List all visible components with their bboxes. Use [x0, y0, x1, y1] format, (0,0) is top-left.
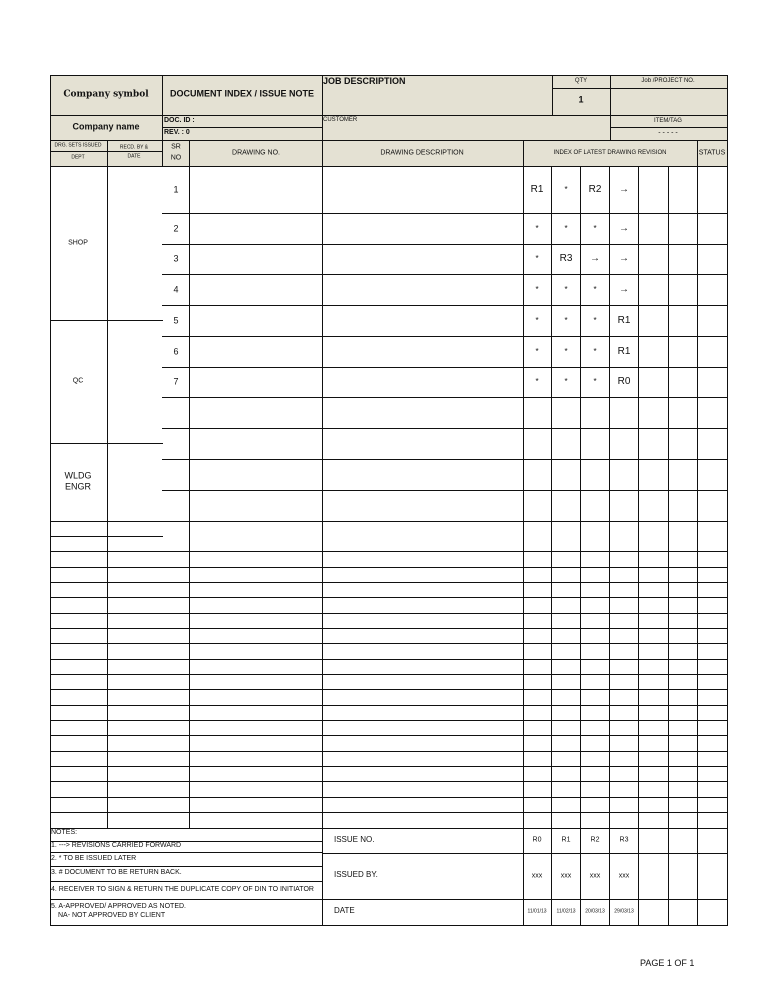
grid-line [162, 781, 728, 782]
grid-line [162, 367, 728, 368]
note-2: 2. * TO BE ISSUED LATER [51, 855, 137, 862]
grid-line [162, 674, 728, 675]
grid-line [162, 75, 163, 167]
grid-line [697, 140, 698, 926]
row-6-rev-2: * [564, 346, 568, 356]
row-sr-4: 4 [173, 284, 179, 294]
grid-line [50, 613, 163, 614]
row-1-rev-1: R1 [530, 183, 544, 195]
grid-line [162, 659, 728, 660]
grid-line [322, 140, 323, 926]
border-right [727, 75, 728, 926]
grid-line [50, 766, 163, 767]
grid-line [162, 689, 728, 690]
rev-label: REV. : 0 [164, 129, 190, 136]
grid-line [50, 689, 163, 690]
dept-divider [50, 320, 163, 321]
row-sr-1: 1 [173, 184, 179, 194]
issue-rev-1: R1 [561, 836, 571, 844]
col-no: NO [170, 154, 182, 162]
grid-line [610, 127, 728, 128]
row-2-rev-2: * [564, 223, 568, 233]
grid-line [162, 766, 728, 767]
col-sets-issued: DRG. SETS ISSUED [54, 142, 102, 149]
row-2-rev-3: * [593, 223, 597, 233]
issued-by-2: xxx [589, 872, 601, 880]
grid-line [50, 674, 163, 675]
row-3-rev-3: → [590, 253, 600, 264]
grid-line [162, 490, 728, 491]
issue-date-2: 20/03/13 [585, 908, 605, 915]
grid-line [162, 628, 728, 629]
grid-line [50, 735, 163, 736]
grid-line [50, 643, 163, 644]
grid-line [50, 521, 163, 522]
row-sr-6: 6 [173, 346, 179, 356]
grid-line [162, 127, 323, 128]
row-sr-3: 3 [173, 253, 179, 264]
header-divider [50, 140, 728, 141]
qty-label: QTY [574, 78, 588, 84]
row-4-rev-3: * [593, 284, 597, 294]
header-divider [50, 115, 728, 116]
row-6-rev-3: * [593, 346, 597, 356]
grid-line [523, 140, 524, 926]
note-5b: NA- NOT APPROVED BY CLIENT [58, 912, 166, 919]
col-status: STATUS [698, 149, 726, 157]
issued-by-0: xxx [531, 872, 543, 880]
grid-line [50, 899, 323, 900]
col-recd-date: DATE [127, 153, 141, 160]
grid-line [162, 812, 728, 813]
grid-line [162, 597, 728, 598]
grid-line [50, 659, 163, 660]
row-4-rev-2: * [564, 284, 568, 294]
issued-by-1: xxx [560, 872, 572, 880]
col-drawing-no: DRAWING NO. [232, 149, 280, 157]
company-symbol: Company symbol [63, 89, 149, 100]
grid-line [552, 88, 728, 89]
grid-line [162, 582, 728, 583]
issue-date-3: 29/03/13 [614, 908, 634, 915]
job-project-label: Job /PROJECT NO. [641, 78, 695, 84]
grid-line [162, 751, 728, 752]
grid-line [50, 551, 163, 552]
note-1: 1. ---> REVISIONS CARRIED FORWARD [51, 842, 182, 849]
qty-value: 1 [578, 94, 584, 105]
grid-line [50, 628, 163, 629]
border-left [50, 75, 51, 926]
grid-line [162, 397, 728, 398]
col-recd-by: RECD. BY & [119, 144, 149, 151]
row-sr-5: 5 [173, 315, 179, 325]
date-label: DATE [334, 906, 355, 915]
row-5-rev-1: * [535, 315, 539, 325]
col-sr: SR [171, 143, 181, 151]
grid-line [610, 75, 611, 141]
company-name: Company name [72, 121, 140, 132]
grid-line [50, 705, 163, 706]
note-4: 4. RECEIVER TO SIGN & RETURN THE DUPLICATE COPY OF DIN TO INITIATOR [51, 886, 314, 893]
row-7-rev-1: * [535, 377, 539, 386]
grid-line [50, 812, 163, 813]
grid-line [162, 735, 728, 736]
col-drawing-desc: DRAWING DESCRIPTION [380, 149, 464, 157]
grid-line [50, 781, 163, 782]
row-2-rev-4: → [619, 222, 629, 234]
grid-line [162, 244, 728, 245]
grid-line [50, 567, 163, 568]
grid-line [162, 459, 728, 460]
row-5-rev-3: * [593, 315, 597, 325]
grid-line [162, 166, 728, 167]
border-bottom [50, 925, 728, 926]
row-3-rev-4: → [619, 253, 629, 264]
grid-line [50, 797, 163, 798]
grid-line [162, 305, 728, 306]
row-6-rev-1: * [535, 346, 539, 356]
doc-id-label: DOC. ID : [164, 117, 195, 124]
grid-line [107, 140, 108, 829]
col-dept: DEPT [71, 154, 85, 161]
grid-line [50, 751, 163, 752]
grid-line [162, 336, 728, 337]
page-number: PAGE 1 OF 1 [640, 958, 695, 968]
issued-by-3: xxx [618, 872, 630, 880]
dept-qc: QC [72, 377, 84, 385]
row-6-rev-4: R1 [617, 345, 631, 357]
note-5a: 5. A-APPROVED/ APPROVED AS NOTED. [51, 903, 186, 910]
grid-line [50, 536, 163, 537]
grid-line [162, 797, 728, 798]
grid-line [50, 881, 323, 882]
issue-rev-3: R3 [619, 836, 629, 844]
grid-line [162, 521, 728, 522]
row-1-rev-4: → [619, 183, 629, 195]
row-7-rev-4: R0 [617, 376, 631, 387]
dept-shop: SHOP [68, 239, 88, 247]
grid-line [50, 852, 323, 853]
grid-line [162, 643, 728, 644]
item-tag-label: ITEM/TAG [654, 118, 682, 124]
row-7-rev-3: * [593, 377, 597, 386]
customer-label: CUSTOMER [323, 117, 358, 123]
dept-wldg: WLDG [64, 470, 92, 481]
issue-rev-0: R0 [532, 836, 542, 844]
grid-line [162, 213, 728, 214]
row-2-rev-1: * [535, 223, 539, 233]
grid-line [50, 597, 163, 598]
issued-by-label: ISSUED BY. [334, 870, 378, 879]
issue-rev-2: R2 [590, 836, 600, 844]
grid-line [162, 274, 728, 275]
row-1-rev-3: R2 [588, 183, 602, 195]
row-3-rev-2: R3 [559, 253, 573, 264]
row-7-rev-2: * [564, 377, 568, 386]
doc-title: DOCUMENT INDEX / ISSUE NOTE [169, 88, 315, 99]
grid-line [162, 705, 728, 706]
issue-no-label: ISSUE NO. [334, 835, 375, 844]
item-tag-value: - - - - - [658, 129, 678, 137]
row-5-rev-4: R1 [617, 314, 631, 326]
grid-line [50, 720, 163, 721]
row-sr-2: 2 [173, 223, 179, 233]
notes-title: NOTES: [51, 829, 78, 836]
grid-line [50, 582, 163, 583]
job-description-label: JOB DESCRIPTION [323, 76, 406, 86]
grid-line [162, 428, 728, 429]
grid-line [50, 866, 323, 867]
note-3: 3. # DOCUMENT TO BE RETURN BACK. [51, 869, 182, 876]
row-3-rev-1: * [535, 254, 539, 263]
dept-engr: ENGR [64, 481, 92, 492]
col-index-rev: INDEX OF LATEST DRAWING REVISION [553, 150, 667, 156]
row-4-rev-4: → [619, 283, 629, 295]
grid-line [162, 828, 728, 829]
grid-line [162, 613, 728, 614]
row-1-rev-2: * [564, 184, 568, 194]
issue-date-0: 11/01/13 [527, 908, 547, 915]
grid-line [552, 75, 553, 116]
grid-line [162, 567, 728, 568]
row-4-rev-1: * [535, 284, 539, 294]
grid-line [322, 853, 728, 854]
row-sr-7: 7 [173, 376, 179, 387]
row-5-rev-2: * [564, 315, 568, 325]
issue-date-1: 11/02/13 [556, 908, 576, 915]
grid-line [322, 899, 728, 900]
grid-line [162, 720, 728, 721]
dept-divider [50, 443, 163, 444]
grid-line [162, 551, 728, 552]
